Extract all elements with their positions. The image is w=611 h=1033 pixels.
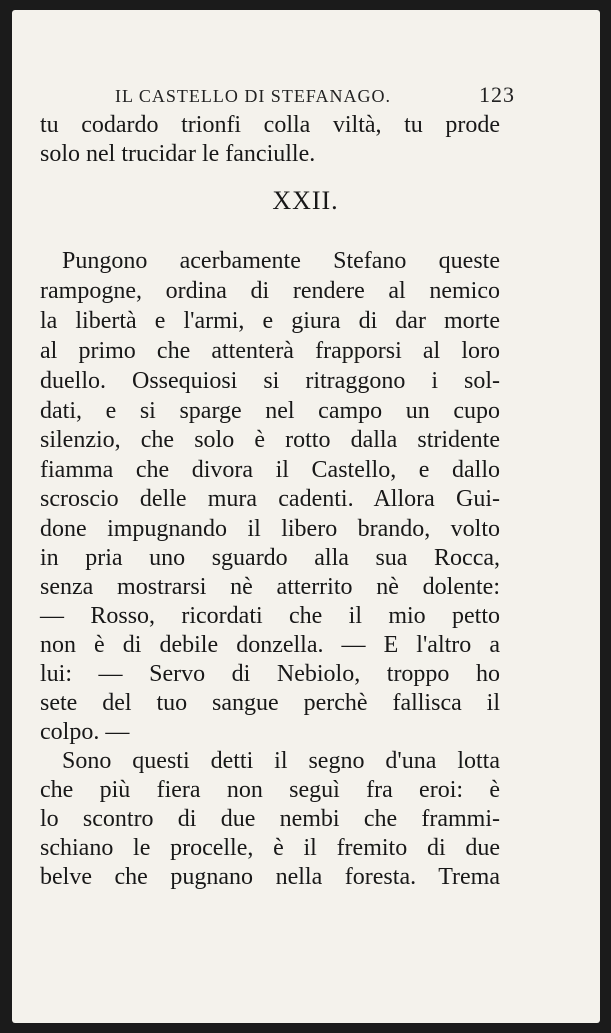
chapter-heading: XXII. bbox=[272, 186, 339, 215]
text-line: Pungono acerbamente Stefano queste bbox=[62, 248, 500, 274]
text-line: done impugnando il libero brando, volto bbox=[40, 516, 500, 542]
text-line: rampogne, ordina di rendere al nemico bbox=[40, 278, 500, 304]
text-line: colpo. — bbox=[40, 719, 130, 745]
text-line: schiano le procelle, è il fremito di due bbox=[40, 835, 500, 861]
text-line: solo nel trucidar le fanciulle. bbox=[40, 141, 316, 167]
running-header bbox=[115, 80, 515, 110]
text-line: scroscio delle mura cadenti. Allora Gui- bbox=[40, 486, 500, 512]
text-line: sete del tuo sangue perchè fallisca il bbox=[40, 690, 500, 716]
text-line: lo scontro di due nembi che frammi- bbox=[40, 806, 500, 832]
running-header-title: IL CASTELLO DI STEFANAGO. bbox=[115, 86, 391, 106]
text-line: silenzio, che solo è rotto dalla stridente bbox=[40, 427, 500, 453]
text-line: che più fiera non seguì fra eroi: è bbox=[40, 777, 500, 803]
text-line: tu codardo trionfi colla viltà, tu prode bbox=[40, 112, 500, 138]
text-line: dati, e si sparge nel campo un cupo bbox=[40, 398, 500, 424]
text-line: non è di debile donzella. — E l'altro a bbox=[40, 632, 500, 658]
text-line: al primo che attenterà frapporsi al loro bbox=[40, 338, 500, 364]
text-line: fiamma che divora il Castello, e dallo bbox=[40, 457, 500, 483]
text-line: senza mostrarsi nè atterrito nè dolente: bbox=[40, 574, 500, 600]
text-line: in pria uno sguardo alla sua Rocca, bbox=[40, 545, 500, 571]
page-number: 123 bbox=[479, 82, 515, 107]
text-line: Sono questi detti il segno d'una lotta bbox=[62, 748, 500, 774]
text-line: duello. Ossequiosi si ritraggono i sol- bbox=[40, 368, 500, 394]
text-line: — Rosso, ricordati che il mio petto bbox=[40, 603, 500, 629]
text-line: belve che pugnano nella foresta. Trema bbox=[40, 864, 500, 890]
text-line: lui: — Servo di Nebiolo, troppo ho bbox=[40, 661, 500, 687]
text-line: la libertà e l'armi, e giura di dar morte bbox=[40, 308, 500, 334]
